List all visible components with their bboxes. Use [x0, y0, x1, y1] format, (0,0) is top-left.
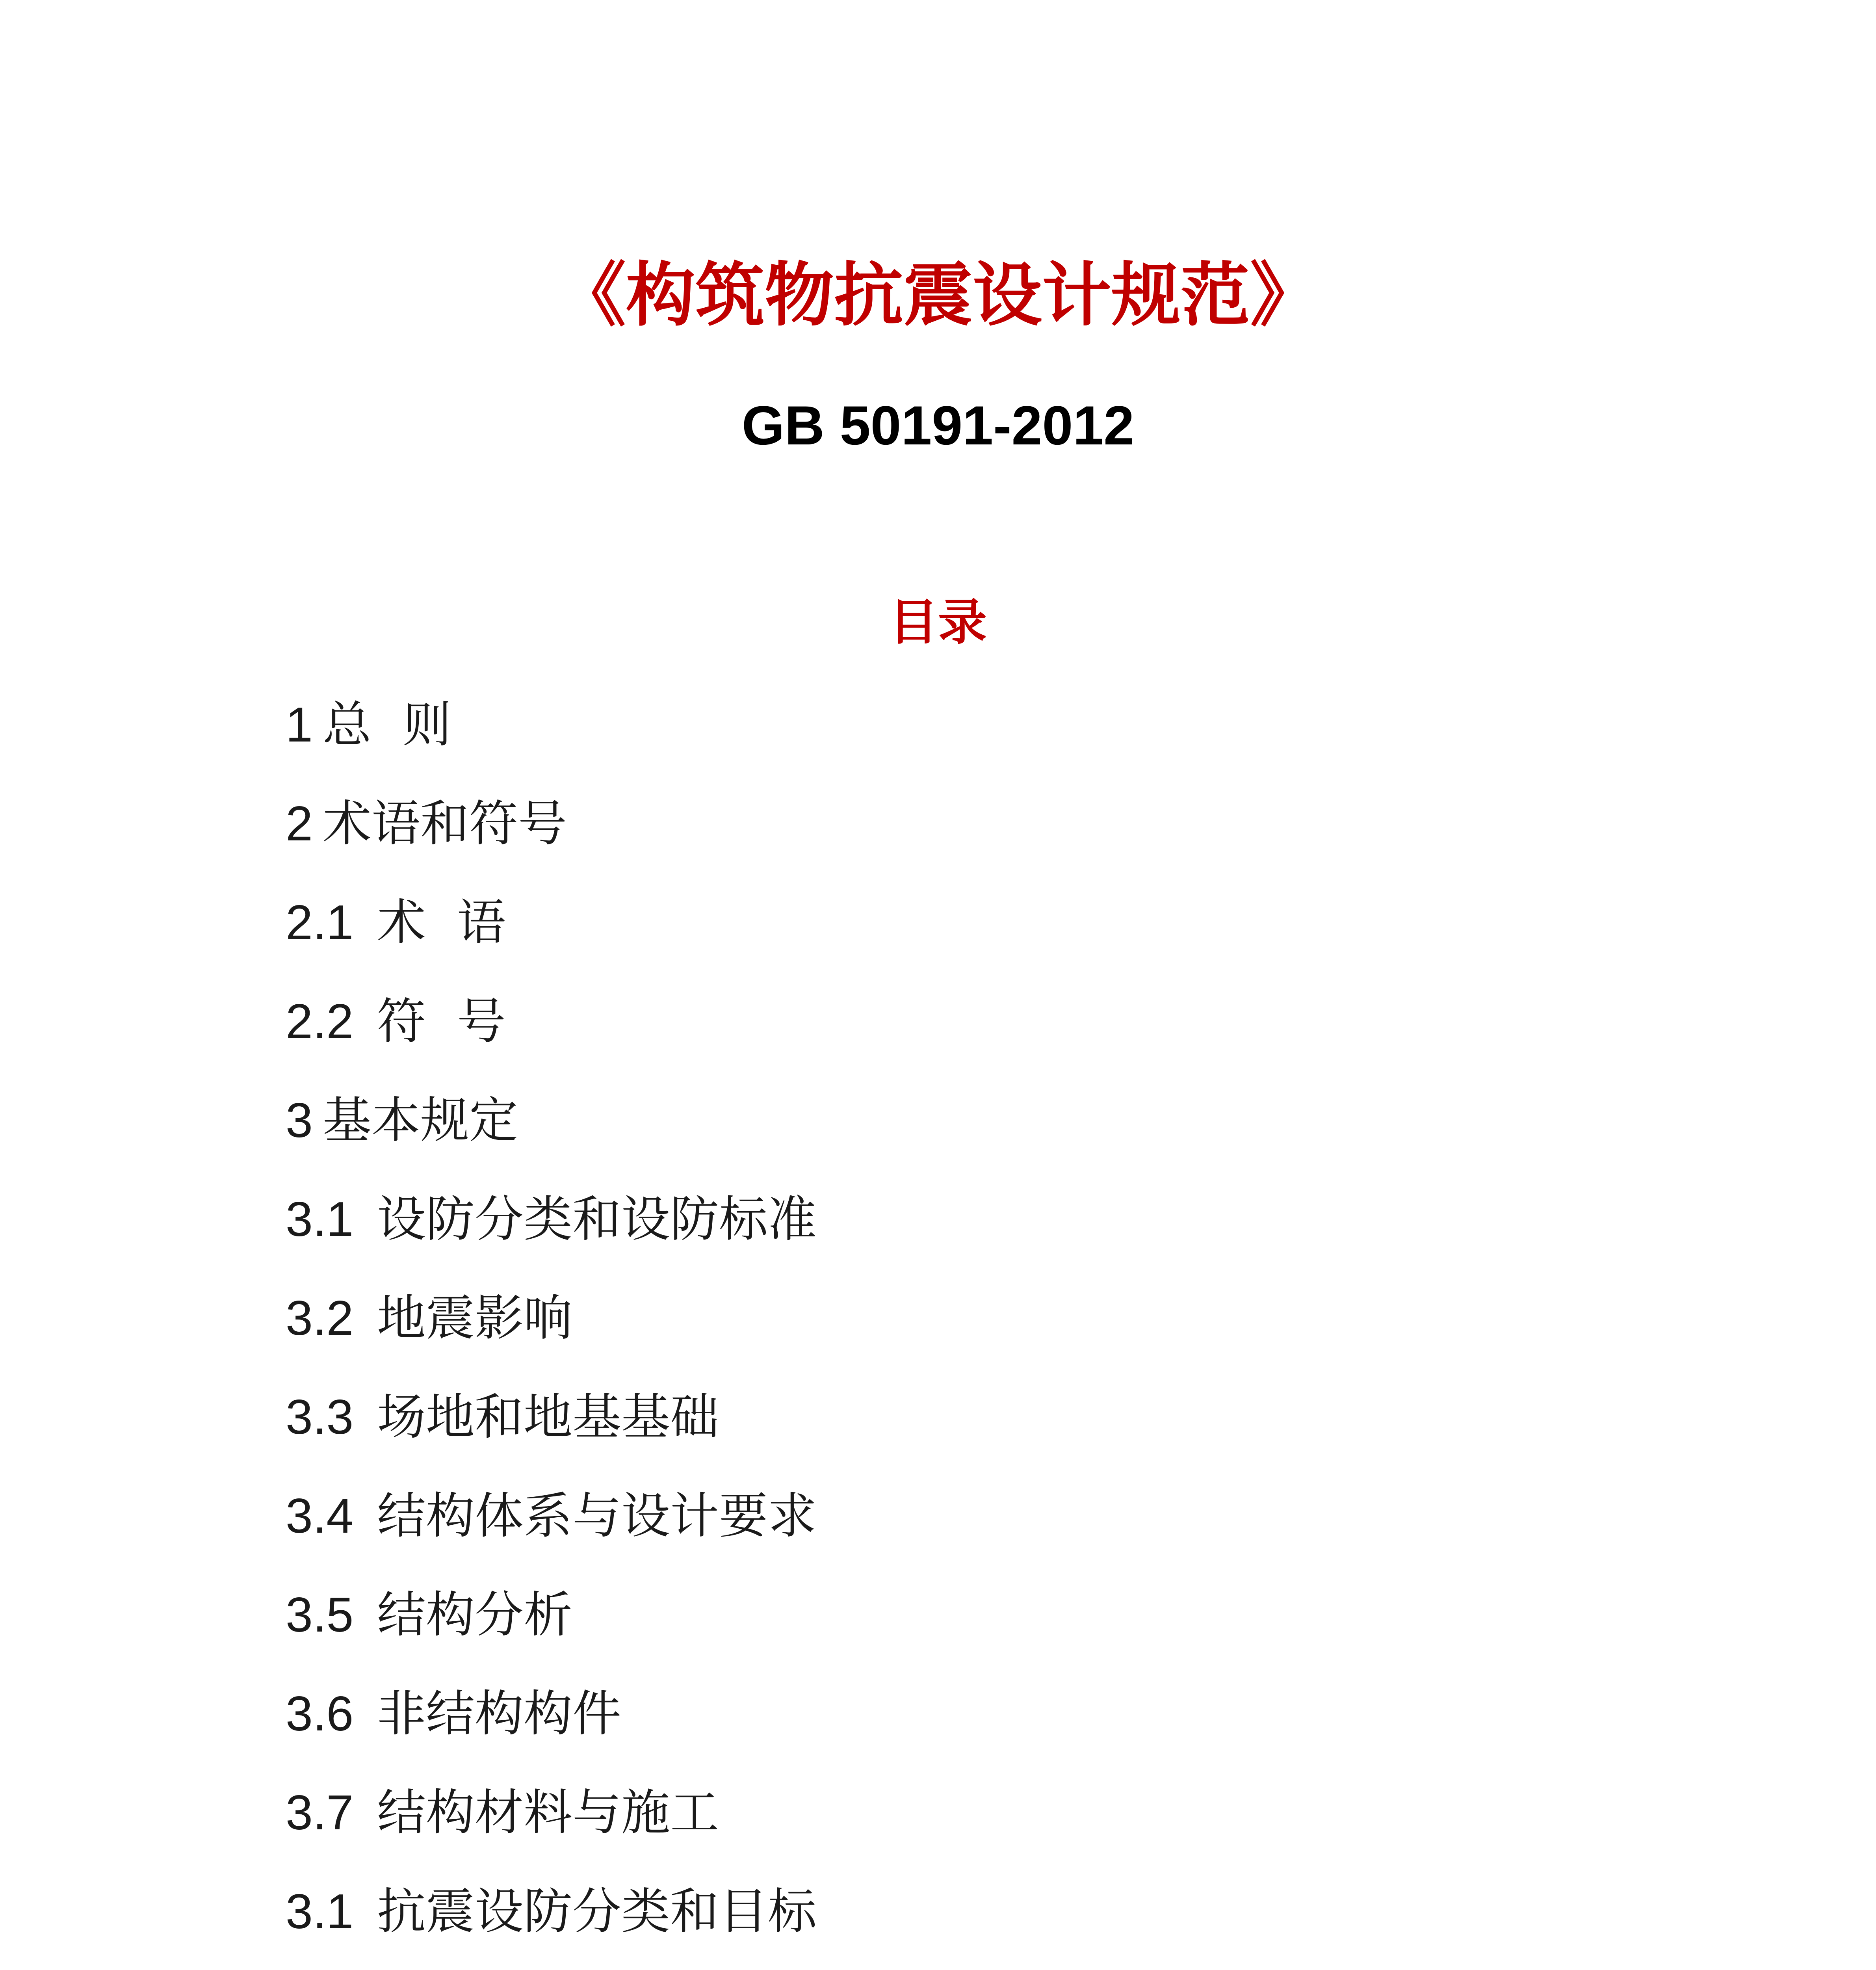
toc-item-number: 2.2: [286, 994, 354, 1049]
toc-item-text: 抗震设防分类和目标: [377, 1883, 817, 1940]
toc-item[interactable]: [286, 792, 817, 891]
toc-item-text: 场地和地基基础: [377, 1389, 719, 1446]
toc-item-number: 3.5: [286, 1588, 354, 1642]
toc-item-text: 地震影响: [377, 1290, 573, 1347]
toc-item-number: 3.1: [286, 1192, 354, 1247]
toc-item[interactable]: [286, 693, 817, 792]
toc-item[interactable]: [286, 1583, 817, 1682]
toc-item-text: 结构体系与设计要求: [377, 1488, 817, 1544]
toc-item[interactable]: [286, 891, 817, 990]
toc-item[interactable]: [286, 1781, 817, 1880]
toc-item-text: 总 则: [323, 697, 451, 753]
table-of-contents: [286, 693, 817, 1970]
toc-item-text: 设防分类和设防标准: [377, 1191, 817, 1248]
toc-item[interactable]: [286, 1880, 817, 1970]
standard-code: GB 50191-2012: [741, 394, 1135, 456]
toc-item[interactable]: [286, 1188, 817, 1287]
toc-item-number: 2: [286, 797, 313, 851]
toc-item-text: 结构材料与施工: [377, 1784, 719, 1841]
toc-item-number: 3.7: [286, 1786, 354, 1840]
toc-item-number: 3.6: [286, 1687, 354, 1741]
toc-item[interactable]: [286, 1485, 817, 1583]
toc-item-text: 术语和符号: [323, 795, 567, 852]
toc-item-number: 3.4: [286, 1489, 354, 1543]
toc-item-text: 结构分析: [377, 1587, 573, 1643]
toc-item-number: 1: [286, 698, 313, 752]
toc-item-text: 术 语: [377, 894, 506, 951]
toc-item-number: 3.2: [286, 1291, 354, 1346]
toc-item-text: 基本规定: [323, 1092, 518, 1149]
toc-item[interactable]: [286, 1089, 817, 1188]
toc-item[interactable]: [286, 1682, 817, 1781]
toc-item-text: 非结构构件: [377, 1686, 622, 1742]
toc-item[interactable]: [286, 1386, 817, 1485]
toc-item[interactable]: [286, 1287, 817, 1386]
toc-item-text: 符 号: [377, 993, 506, 1050]
toc-heading: 目录: [889, 594, 987, 651]
toc-item-number: 2.1: [286, 896, 354, 950]
toc-item-number: 3: [286, 1093, 313, 1148]
toc-item-number: 3.3: [286, 1390, 354, 1444]
toc-item[interactable]: [286, 990, 817, 1089]
toc-item-number: 3.1: [286, 1885, 354, 1939]
document-title: 《构筑物抗震设计规范》: [556, 255, 1319, 336]
